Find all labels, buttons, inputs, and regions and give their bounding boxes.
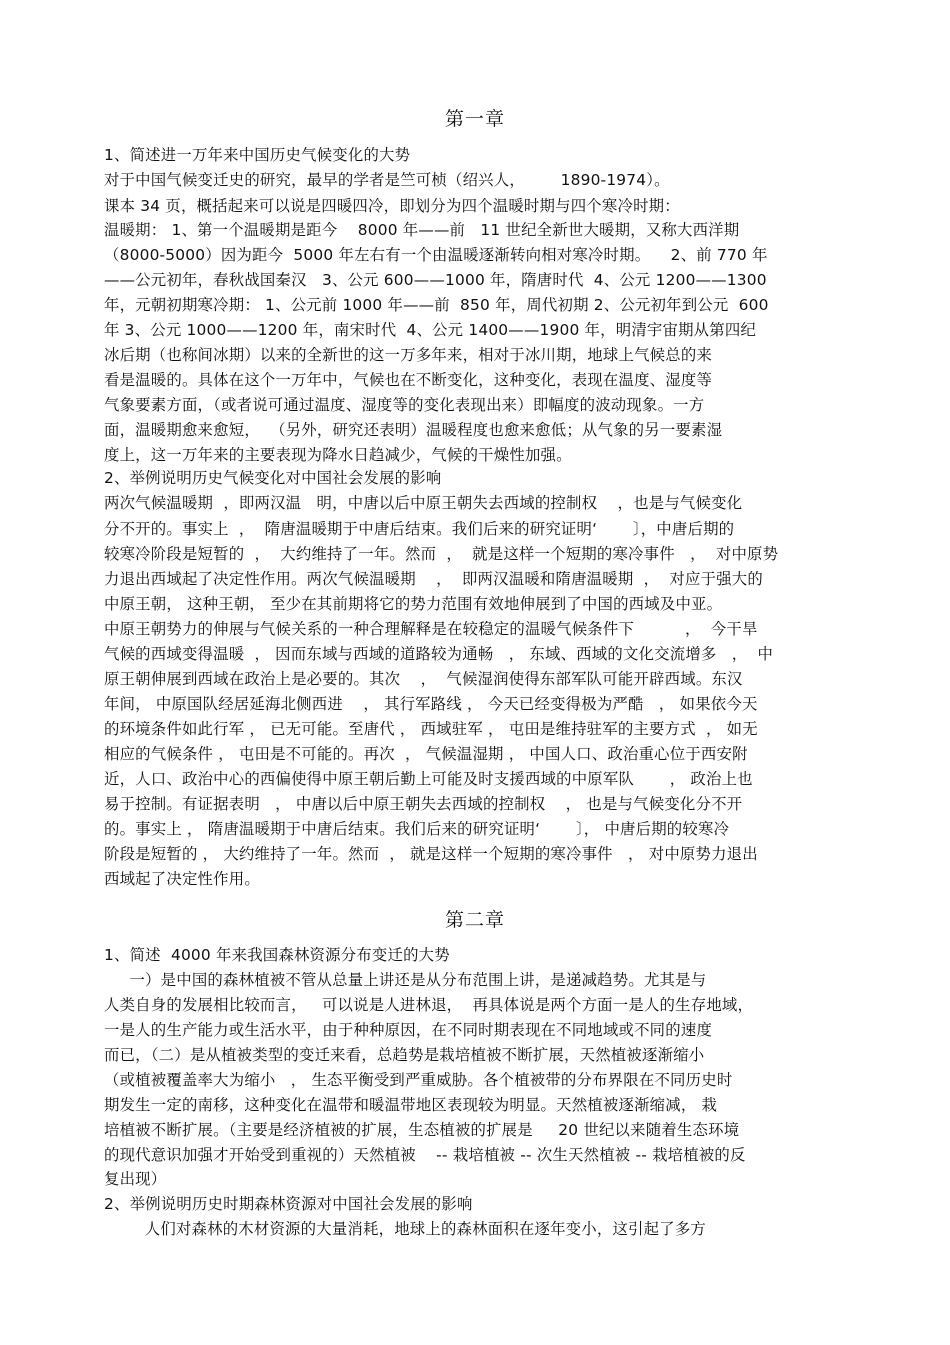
paragraph-line: 的环境条件如此行军 ， 已无可能。至唐代 ， 西域驻军 ， 屯田是维持驻军的主要方式 ， 如无 <box>104 720 758 738</box>
paragraph-line: 年，元朝初期寒冷期： 1、公元前 1000 年——前 850 年，周代初期 2、公元初年到公元 600 <box>104 296 769 314</box>
paragraph-line: 力退出西域起了决定性作用。两次气候温暖期 ， 即两汉温暖和隋唐温暖期 ， 对应于强大的 <box>104 570 763 588</box>
paragraph-line: 看是温暖的。具体在这个一万年中，气候也在不断变化，这种变化，表现在温度、湿度等 <box>104 371 713 389</box>
paragraph-line: 两次气候温暖期 ，即两汉温 明，中唐以后中原王朝失去西域的控制权 ，也是与气候变化 <box>104 494 743 512</box>
paragraph-line: 培植被不断扩展。（主要是经济植被的扩展，生态植被的扩展是 20 世纪以来随着生态环境 <box>104 1121 740 1139</box>
paragraph-line: 较寒冷阶段是短暂的 ， 大约维持了一年。然而 ， 就是这样一个短期的寒冷事件 ， 对中原势 <box>104 545 779 563</box>
paragraph-line: 温暖期： 1、第一个温暖期是距今 8000 年——前 11 世纪全新世大暖期，又称大西洋期 <box>104 221 740 239</box>
paragraph-line: 原王朝伸展到西域在政治上是必要的。其次 ， 气候湿润使得东部军队可能开辟西域。东汉 <box>104 670 743 688</box>
paragraph-line: 气候的西域变得温暖 ， 因而东域与西域的道路较为通畅 ， 东域、西域的文化交流增多 ， 中 <box>104 645 774 663</box>
paragraph-line: 相应的气候条件 ， 屯田是不可能的。再次 ， 气候温湿期 ， 中国人口、政治重心位于西安附 <box>104 745 748 763</box>
paragraph-line: 的。事实上 ， 隋唐温暖期于中唐后结束。我们后来的研究证明‘ 〕， 中唐后期的较寒冷 <box>104 820 730 838</box>
question-1-heading: 1、简述 4000 年来我国森林资源分布变迁的大势 <box>104 946 450 964</box>
paragraph-line: 面，温暖期愈来愈短， （另外，研究还表明）温暖程度也愈来愈低；从气象的另一要素湿 <box>104 421 723 439</box>
paragraph-line: 易于控制。有证据表明 ， 中唐以后中原王朝失去西域的控制权 ， 也是与气候变化分不开 <box>104 795 743 813</box>
paragraph-line: 人类自身的发展相比较而言， 可以说是人进林退， 再具体说是两个方面一是人的生存地域， <box>104 996 754 1014</box>
paragraph-line: 课本 34 页，概括起来可以说是四暖四冷，即划分为四个温暖时期与四个寒冷时期： <box>104 197 680 215</box>
paragraph-line: 阶段是短暂的 ， 大约维持了一年。然而 ， 就是这样一个短期的寒冷事件 ， 对中原势力退出 <box>104 845 758 863</box>
question-1-heading: 1、简述进一万年来中国历史气候变化的大势 <box>104 146 411 164</box>
paragraph-line: 的现代意识加强才开始受到重视的）天然植被 -- 栽培植被 -- 次生天然植被 -- 栽培植被的反 <box>104 1146 746 1164</box>
paragraph-line: 年间， 中原国队经居延海北侧西进 ， 其行军路线 ， 今天已经变得极为严酷 ， 如果依今天 <box>104 695 758 713</box>
paragraph-line: 人们对森林的木材资源的大量消耗，地球上的森林面积在逐年变小，这引起了多方 <box>104 1220 707 1238</box>
chapter-2-title: 第二章 <box>444 909 505 931</box>
paragraph-line: 度上，这一万年来的主要表现为降水日趋减少，气候的干燥性加强。 <box>104 446 572 464</box>
question-2-heading: 2、举例说明历史时期森林资源对中国社会发展的影响 <box>104 1195 473 1213</box>
paragraph-line: 一）是中国的森林植被不管从总量上讲还是从分布范围上讲，是递减趋势。尤其是与 <box>104 971 707 989</box>
paragraph-line: 气象要素方面，（或者说可通过温度、湿度等的变化表现出来）即幅度的波动现象。一方 <box>104 396 705 414</box>
paragraph-line: 西域起了决定性作用。 <box>104 870 260 888</box>
paragraph-line: 近，人口、政治中心的西偏使得中原王朝后勤上可能及时支援西域的中原军队 ， 政治上也 <box>104 770 753 788</box>
paragraph-line: 期发生一定的南移，这种变化在温带和暖温带地区表现较为明显。天然植被逐渐缩减， 栽 <box>104 1096 718 1114</box>
paragraph-line: 年 3、公元 1000——1200 年，南宋时代 4、公元 1400——1900 年，明清宇宙期从第四纪 <box>104 321 757 339</box>
paragraph-line: 分不开的。事实上 ， 隋唐温暖期于中唐后结束。我们后来的研究证明‘ 〕，中唐后期的 <box>104 520 735 538</box>
chapter-1-title: 第一章 <box>444 108 505 130</box>
paragraph-line: 冰后期（也称间冰期）以来的全新世的这一万多年来，相对于冰川期，地球上气候总的来 <box>104 346 713 364</box>
paragraph-line: 中原王朝， 这种王朝， 至少在其前期将它的势力范围有效地伸展到了中国的西域及中亚。 <box>104 595 723 613</box>
paragraph-line: ——公元初年，春秋战国秦汉 3、公元 600——1000 年，隋唐时代 4、公元 1200——1300 <box>104 271 767 289</box>
paragraph-line: 对于中国气候变迁史的研究，最早的学者是竺可桢（绍兴人， 1890-1974）。 <box>104 171 670 189</box>
paragraph-line: （或植被覆盖率大为缩小 ， 生态平衡受到严重威胁。各个植被带的分布界限在不同历史时 <box>104 1071 733 1089</box>
paragraph-line: 而已，（二）是从植被类型的变迁来看，总趋势是栽培植被不断扩展，天然植被逐渐缩小 <box>104 1046 705 1064</box>
paragraph-line: 复出现） <box>104 1170 167 1188</box>
paragraph-line: 一是人的生产能力或生活水平，由于种种原因，在不同时期表现在不同地域或不同的速度 <box>104 1021 713 1039</box>
question-2-heading: 2、举例说明历史气候变化对中国社会发展的影响 <box>104 469 442 487</box>
paragraph-line: （8000-5000）因为距今 5000 年左右有一个由温暖逐渐转向相对寒冷时期。 2、前 770 年 <box>104 246 768 264</box>
paragraph-line: 中原王朝势力的伸展与气候关系的一种合理解释是在较稳定的温暖气候条件下 ， 今干旱 <box>104 620 758 638</box>
